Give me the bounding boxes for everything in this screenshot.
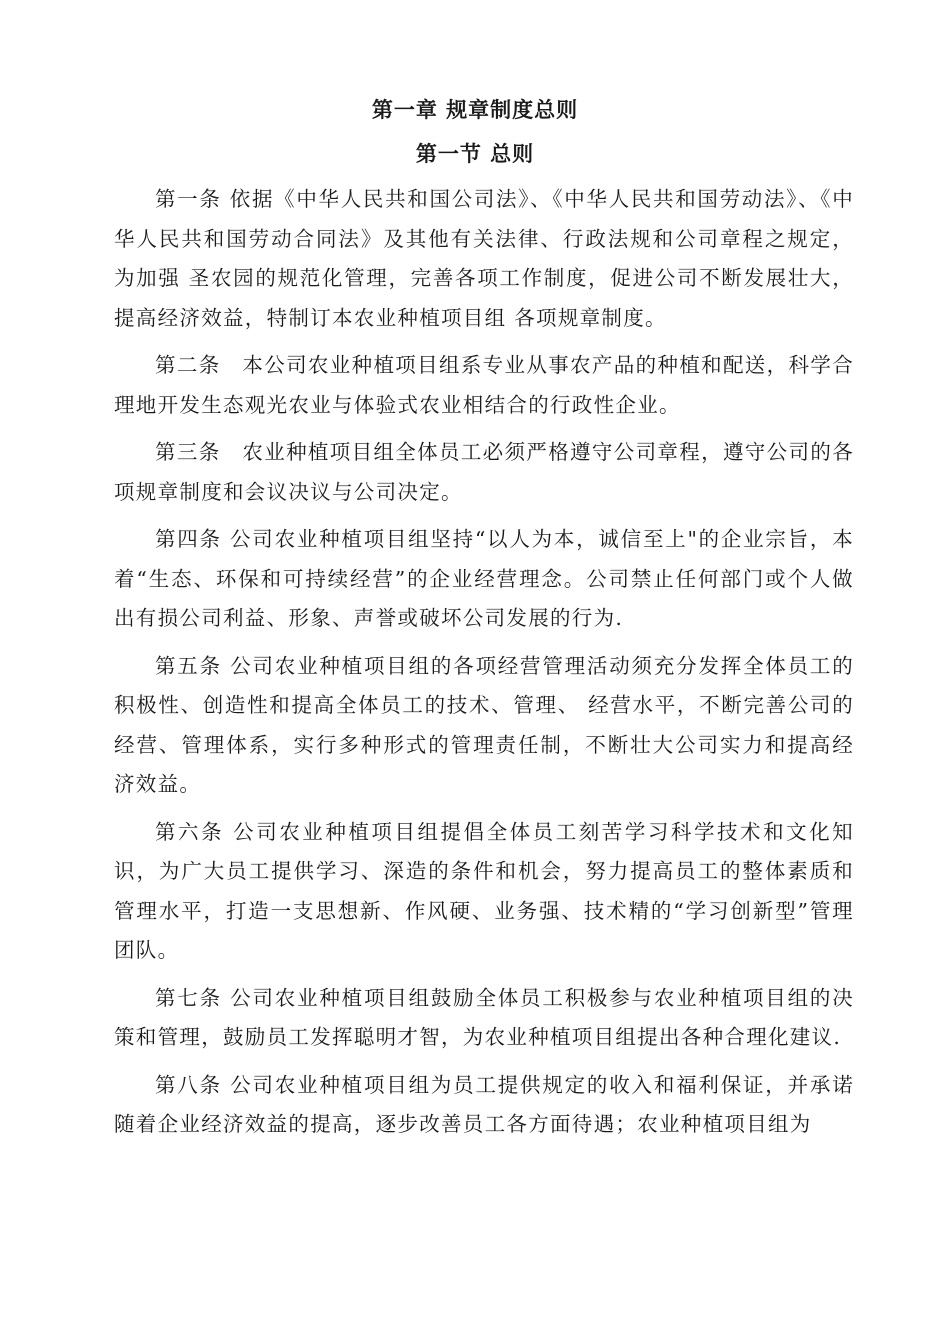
article-4: 第四条 公司农业种植项目组坚持“以人为本，诚信至上"的企业宗旨，本着“生态、环保和可持续经营”的企业经营理念。公司禁止任何部门或个人做出有损公司利益、形象、声誉或破坏公司发展的行为. [114,527,854,630]
article-8: 第八条 公司农业种植项目组为员工提供规定的收入和福利保证，并承诺随着企业经济效益的提高，逐步改善员工各方面待遇；农业种植项目组为 [114,1072,854,1136]
article-2: 第二条 本公司农业种植项目组系专业从事农产品的种植和配送，科学合理地开发生态观光农业与体验式农业相结合的行政性企业。 [114,353,854,417]
article-6: 第六条 公司农业种植项目组提倡全体员工刻苦学习科学技术和文化知识，为广大员工提供学习、深造的条件和机会，努力提高员工的整体素质和管理水平，打造一支思想新、作风硬、业务强、技术精的“学习创新型”管理团队。 [114,819,854,962]
document-body [114,180,854,1153]
article-3: 第三条 农业种植项目组全体员工必须严格遵守公司章程，遵守公司的各项规章制度和会议决议与公司决定。 [114,440,854,504]
section-title: 第一节 总则 [415,142,535,166]
article-1: 第一条 依据《中华人民共和国公司法》、《中华人民共和国劳动法》、《中华人民共和国劳动合同法》及其他有关法律、行政法规和公司章程之规定，为加强 圣农园的规范化管理，完善各项工作制度，促进公司不断发展壮大，提高经济效益，特制订本农业种植项目组 各项规章制度。 [114,187,854,330]
article-5: 第五条 公司农业种植项目组的各项经营管理活动须充分发挥全体员工的积极性、创造性和提高全体员工的技术、管理、 经营水平，不断完善公司的经营、管理体系，实行多种形式的管理责任制，不断壮大公司实力和提高经济效益。 [114,653,854,796]
article-7: 第七条 公司农业种植项目组鼓励全体员工积极参与农业种植项目组的决策和管理，鼓励员工发挥聪明才智，为农业种植项目组提出各种合理化建议. [114,985,854,1049]
chapter-title: 第一章 规章制度总则 [371,98,579,122]
